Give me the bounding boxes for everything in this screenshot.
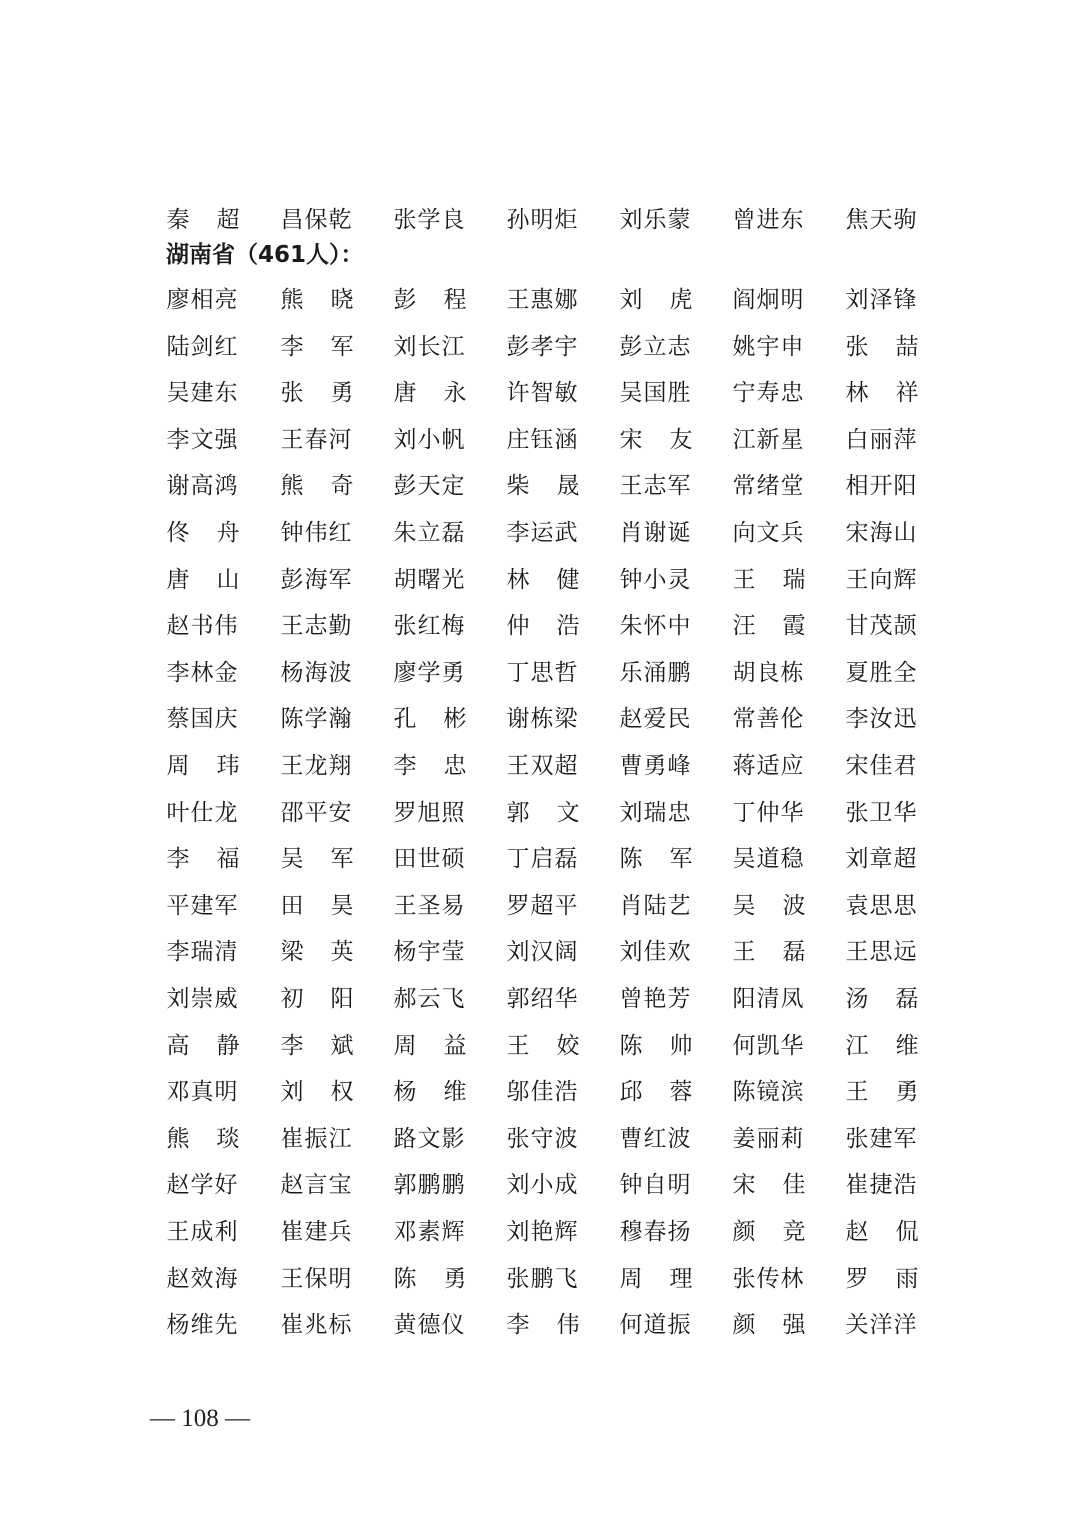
person-name: 朱 怀 中 [619,613,691,640]
person-name: 崔 兆 标 [280,1312,352,1339]
person-name: 杨 维 先 [166,1312,238,1339]
person-name: 赵 言 宝 [280,1172,352,1199]
person-name: 陈 帅 [619,1032,693,1059]
person-name: 姚 宇 申 [732,333,804,360]
name-row [166,1077,926,1107]
name-row [166,1217,926,1247]
person-name: 钟 伟 红 [280,520,352,546]
person-name: 王 惠 娜 [506,287,578,313]
person-name: 林 健 [506,566,580,593]
person-name: 姜 丽 莉 [732,1125,804,1152]
person-name: 阳 清 凤 [732,986,804,1012]
person-name: 罗 旭 照 [393,799,465,826]
name-row [166,285,926,315]
person-name: 佟 舟 [166,520,240,546]
person-name: 吴 波 [732,892,806,919]
person-name: 王 双 超 [506,753,578,779]
name-row [166,471,926,501]
person-name: 蔡 国 庆 [166,706,238,733]
person-name: 黄 德 仪 [393,1312,465,1339]
person-name: 罗 雨 [845,1265,919,1292]
person-name: 田 世 硕 [393,846,465,873]
name-row [166,332,926,362]
name-row [166,984,926,1014]
person-name: 邓 素 辉 [393,1219,465,1245]
person-name: 李 军 [280,333,354,360]
name-row [166,565,926,595]
person-name: 刘 崇 威 [166,986,238,1012]
person-name: 焦 天 驹 [845,207,917,233]
person-name: 汪 霞 [732,613,806,640]
person-name: 颜 强 [732,1312,806,1339]
name-row [166,518,926,548]
person-name: 宋 佳 君 [845,753,917,779]
person-name: 谢 栋 梁 [506,706,578,733]
person-name: 吴 国 胜 [619,380,691,407]
person-name: 钟 自 明 [619,1172,691,1199]
name-row [166,658,926,688]
name-row [166,425,926,455]
section-heading-hunan: 湖南省（461人）： [166,242,364,268]
person-name: 江 新 星 [732,426,804,453]
person-name: 刘 小 成 [506,1172,578,1199]
person-name: 罗 超 平 [506,892,578,919]
person-name: 宋 友 [619,426,693,453]
person-name: 李 林 金 [166,659,238,686]
person-name: 汤 磊 [845,986,919,1012]
name-row [166,205,926,235]
person-name: 李 汝 迅 [845,706,917,733]
person-name: 肖 陆 艺 [619,892,691,919]
person-name: 蒋 适 应 [732,753,804,779]
person-name: 李 伟 [506,1312,580,1339]
person-name: 王 姣 [506,1032,580,1059]
person-name: 相 开 阳 [845,473,917,500]
person-name: 王 思 远 [845,939,917,966]
person-name: 吴 军 [280,846,354,873]
person-name: 梁 英 [280,939,354,966]
person-name: 丁 仲 华 [732,799,804,826]
person-name: 郭 文 [506,799,580,826]
person-name: 丁 思 哲 [506,659,578,686]
person-name: 赵 爱 民 [619,706,691,733]
person-name: 张 守 波 [506,1125,578,1152]
person-name: 张 传 林 [732,1265,804,1292]
person-name: 曹 红 波 [619,1125,691,1152]
person-name: 刘 权 [280,1079,354,1106]
person-name: 崔 建 兵 [280,1219,352,1245]
person-name: 何 凯 华 [732,1032,804,1059]
person-name: 曾 艳 芳 [619,986,691,1012]
person-name: 肖 谢 诞 [619,520,691,546]
person-name: 吴 道 稳 [732,846,804,873]
name-row [166,891,926,921]
person-name: 昌 保 乾 [280,207,352,233]
person-name: 林 祥 [845,380,919,407]
person-name: 刘 长 江 [393,333,465,360]
person-name: 关 洋 洋 [845,1312,917,1339]
person-name: 赵 学 好 [166,1172,238,1199]
person-name: 刘 艳 辉 [506,1219,578,1245]
person-name: 杨 海 波 [280,659,352,686]
person-name: 路 文 影 [393,1125,465,1152]
person-name: 李 运 武 [506,520,578,546]
person-name: 彭 孝 宇 [506,333,578,360]
person-name: 孔 彬 [393,706,467,733]
person-name: 王 志 军 [619,473,691,500]
name-row [166,798,926,828]
person-name: 叶 仕 龙 [166,799,238,826]
person-name: 宋 佳 [732,1172,806,1199]
person-name: 郭 绍 华 [506,986,578,1012]
person-name: 李 斌 [280,1032,354,1059]
person-name: 田 昊 [280,892,354,919]
person-name: 刘 虎 [619,287,693,313]
person-name: 王 成 利 [166,1219,238,1245]
person-name: 王 勇 [845,1079,919,1106]
person-name: 周 玮 [166,753,240,779]
person-name: 王 瑞 [732,566,806,593]
person-name: 彭 天 定 [393,473,465,500]
person-name: 柴 晟 [506,473,580,500]
person-name: 常 善 伦 [732,706,804,733]
person-name: 王 志 勤 [280,613,352,640]
person-name: 何 道 振 [619,1312,691,1339]
person-name: 常 绪 堂 [732,473,804,500]
page-number: — 108 — [150,1405,250,1432]
person-name: 向 文 兵 [732,520,804,546]
person-name: 江 维 [845,1032,919,1059]
person-name: 曾 进 东 [732,207,804,233]
person-name: 钟 小 灵 [619,566,691,593]
person-name: 邱 蓉 [619,1079,693,1106]
person-name: 赵 侃 [845,1219,919,1245]
person-name: 王 向 辉 [845,566,917,593]
person-name: 吴 建 东 [166,380,238,407]
person-name: 陆 剑 红 [166,333,238,360]
person-name: 邓 真 明 [166,1079,238,1106]
person-name: 甘 茂 颉 [845,613,917,640]
person-name: 曹 勇 峰 [619,753,691,779]
person-name: 杨 宇 莹 [393,939,465,966]
person-name: 高 静 [166,1032,240,1059]
person-name: 周 理 [619,1265,693,1292]
person-name: 王 磊 [732,939,806,966]
person-name: 陈 镜 滨 [732,1079,804,1106]
person-name: 彭 立 志 [619,333,691,360]
person-name: 平 建 军 [166,892,238,919]
person-name: 赵 书 伟 [166,613,238,640]
person-name: 仲 浩 [506,613,580,640]
person-name: 孙 明 炬 [506,207,578,233]
person-name: 白 丽 萍 [845,426,917,453]
person-name: 熊 奇 [280,473,354,500]
person-name: 秦 超 [166,207,240,233]
person-name: 刘 佳 欢 [619,939,691,966]
person-name: 宋 海 山 [845,520,917,546]
person-name: 廖 学 勇 [393,659,465,686]
person-name: 王 保 明 [280,1265,352,1292]
person-name: 张 喆 [845,333,919,360]
person-name: 熊 琰 [166,1125,240,1152]
person-name: 廖 相 亮 [166,287,238,313]
person-name: 穆 春 扬 [619,1219,691,1245]
person-name: 郭 鹏 鹏 [393,1172,465,1199]
person-name: 刘 瑞 忠 [619,799,691,826]
name-row [166,937,926,967]
person-name: 郝 云 飞 [393,986,465,1012]
person-name: 颜 竞 [732,1219,806,1245]
name-row [166,1124,926,1154]
person-name: 张 红 梅 [393,613,465,640]
person-name: 王 圣 易 [393,892,465,919]
person-name: 邬 佳 浩 [506,1079,578,1106]
person-name: 邵 平 安 [280,799,352,826]
person-name: 周 益 [393,1032,467,1059]
person-name: 彭 程 [393,287,467,313]
person-name: 李 忠 [393,753,467,779]
person-name: 胡 曙 光 [393,566,465,593]
person-name: 胡 良 栋 [732,659,804,686]
name-row [166,378,926,408]
person-name: 崔 捷 浩 [845,1172,917,1199]
person-name: 乐 涌 鹏 [619,659,691,686]
person-name: 李 福 [166,846,240,873]
name-row [166,704,926,734]
name-row [166,1310,926,1340]
person-name: 陈 勇 [393,1265,467,1292]
person-name: 王 龙 翔 [280,753,352,779]
name-row [166,611,926,641]
person-name: 张 学 良 [393,207,465,233]
person-name: 唐 永 [393,380,467,407]
person-name: 王 春 河 [280,426,352,453]
person-name: 刘 章 超 [845,846,917,873]
person-name: 丁 启 磊 [506,846,578,873]
name-row [166,1031,926,1061]
person-name: 刘 泽 锋 [845,287,917,313]
person-name: 张 建 军 [845,1125,917,1152]
person-name: 刘 乐 蒙 [619,207,691,233]
person-name: 刘 小 帆 [393,426,465,453]
person-name: 李 瑞 清 [166,939,238,966]
person-name: 许 智 敏 [506,380,578,407]
person-name: 刘 汉 阔 [506,939,578,966]
person-name: 李 文 强 [166,426,238,453]
person-name: 宁 寿 忠 [732,380,804,407]
person-name: 陈 学 瀚 [280,706,352,733]
person-name: 阎 炯 明 [732,287,804,313]
person-name: 彭 海 军 [280,566,352,593]
person-name: 初 阳 [280,986,354,1012]
person-name: 陈 军 [619,846,693,873]
person-name: 熊 晓 [280,287,354,313]
person-name: 崔 振 江 [280,1125,352,1152]
person-name: 赵 效 海 [166,1265,238,1292]
person-name: 杨 维 [393,1079,467,1106]
person-name: 谢 高 鸿 [166,473,238,500]
person-name: 夏 胜 全 [845,659,917,686]
person-name: 唐 山 [166,566,240,593]
name-row [166,1264,926,1294]
person-name: 张 鹏 飞 [506,1265,578,1292]
person-name: 张 卫 华 [845,799,917,826]
person-name: 袁 思 思 [845,892,917,919]
person-name: 张 勇 [280,380,354,407]
name-row [166,751,926,781]
person-name: 朱 立 磊 [393,520,465,546]
name-row [166,1170,926,1200]
name-row [166,844,926,874]
person-name: 庄 钰 涵 [506,426,578,453]
